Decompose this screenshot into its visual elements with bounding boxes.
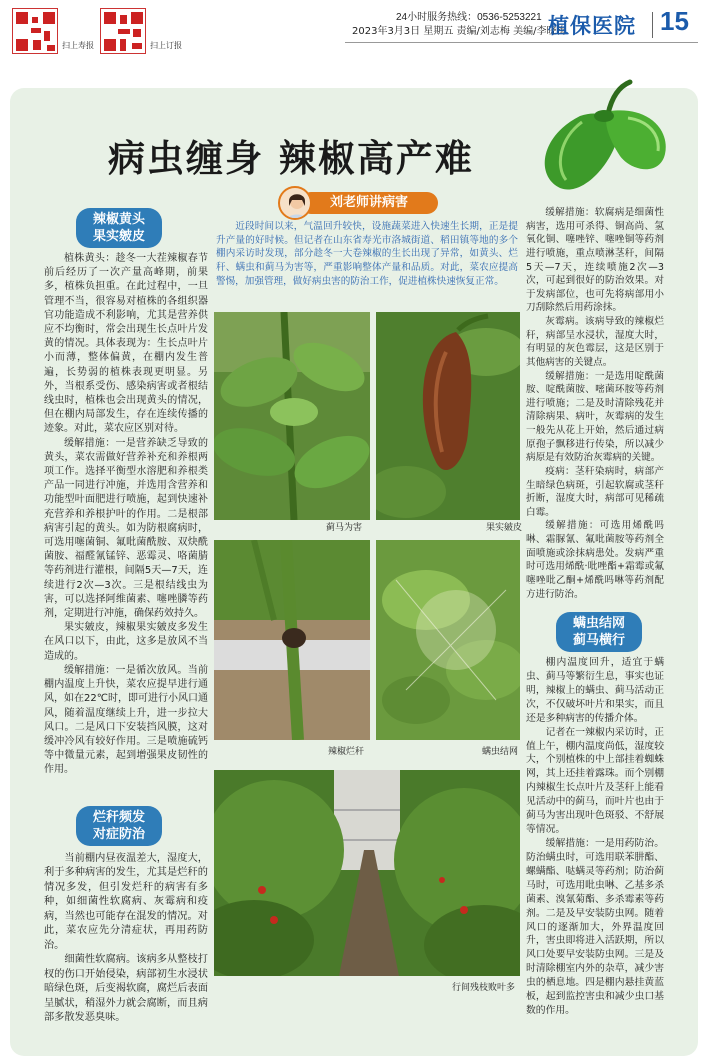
page-number: 15 xyxy=(660,6,689,36)
paragraph: 缓解措施：一是营养缺乏导致的黄头，菜农需做好营养补充和养根两项工作。选择平衡型水溶肥和养根类产品一同进行冲施，并选用含营养和功能型叶面肥进行喷施，起到快速补充营养和养根护叶的作用。二是根部病害引起的黄头。如为防根腐病时，可选用噻菌铜、氟吡菌酰胺、双炔酰菌胺、福醛氰锰锌、恶霉灵、咯菌腈等药剂进行灌根，间隔5天—7天，连续进行2次—3次。三是根结线虫为害，可以选择阿维菌素、噻唑膦等药剂，定期进行冲施，确保药效持久。 xyxy=(44,437,208,620)
section-tag-line: 果实皴皮 xyxy=(92,229,145,244)
paragraph: 缓解措施：一是循次放风。当前棚内温度上升快，菜农应提早进行通风，如在22℃时，即可进行小风口通风，随着温度继续上升，进一步拉大风口。二是风口下安装挡风膜，这对缓冲冷风有较好作用。三是喷施硫钙等中微量元素，起到增强果皮韧性的作用。 xyxy=(44,664,208,776)
section-tag-line: 螨虫结网 xyxy=(572,616,625,631)
qr-caption-right: 扫上订报 xyxy=(150,41,182,50)
photo-stem xyxy=(214,540,370,740)
hotline: 24小时服务热线：0536-5253221 xyxy=(396,12,542,23)
photo-greenhouse xyxy=(214,770,520,976)
paragraph: 植株黄头：趁冬一大茬辣椒春节前后经历了一次产量高峰期，前果多，植株负担重。在此过程中，一旦管理不当，很容易对植株的各组织器官功能造成不利影响，尤其是营养供应不均衡时，常会出现生长点叶片发黄的情况。具体表现为：生长点叶片小而薄，整体偏黄，在棚内发生普遍，长势弱的植株表现更明显。另外，当根系受伤、感染病害或者根结线虫时，植株也会出现黄头的情况，但在棚内局部发生，存在连续传播的迹象。对此，菜农应区别对待。 xyxy=(44,253,208,435)
page-header xyxy=(0,0,708,80)
paragraph: 缓解措施：软腐病是细菌性病害，选用可杀得、铜高尚、氢氧化铜、噻唑锌、噻唑铜等药剂进行喷施，重点喷淋茎秆，间隔5天—7天，连续喷施2次—3次，可起到很好的防治效果。对于发病部位，也可先将病部用小刀刮除然后用药涂抹。 xyxy=(526,207,664,314)
photo-caption: 辣椒烂秆 xyxy=(328,747,365,757)
section-tag-mites-thrips xyxy=(556,612,642,652)
pepper-illustration xyxy=(520,76,676,196)
column-right xyxy=(526,206,664,601)
paragraph: 细菌性软腐病。该病多从整枝打杈的伤口开始侵染，病部初生水浸状暗绿色斑，后变褐软腐，腐烂后表面呈腻状，稍湿外力就会腐断，而且病部多散发恶臭味。 xyxy=(44,954,208,1024)
header-divider xyxy=(345,42,698,43)
author-avatar xyxy=(278,186,312,220)
photo-caption: 螨虫结网 xyxy=(482,747,519,757)
paragraph: 疫病：茎秆染病时，病部产生暗绿色病斑，引起软腐或茎秆折断，湿度大时，病部可见稀疏白霉。 xyxy=(526,465,664,518)
qr-code-right[interactable] xyxy=(100,8,146,54)
header-separator xyxy=(652,12,653,38)
paragraph: 棚内温度回升，适宜于螨虫、蓟马等繁衍生息，事实也证明，辣椒上的螨虫、蓟马活动正次，不仅破坏叶片和果实，而且还是多种病害的传播介体。 xyxy=(526,657,664,724)
paragraph: 当前棚内昼夜温差大，湿度大，利于多种病害的发生，尤其是烂秆的情况多发，但引发烂秆的病害有多种，如细菌性软腐病、灰霉病和疫病，当然也可能存在混发的情况。对此，菜农应先分清症状，再用药防治。 xyxy=(44,853,208,951)
section-tag-line: 蓟马横行 xyxy=(572,633,625,648)
photo-mites xyxy=(376,540,520,740)
column-left-bottom xyxy=(44,852,208,1026)
photo-fruit xyxy=(376,312,520,520)
byline-label: 刘老师讲病害 xyxy=(300,192,438,214)
byline-badge xyxy=(278,186,438,220)
paragraph: 缓解措施：一是选用啶酰菌胺、啶酰菌胺、嘧菌环胺等药剂进行喷施；二是及时清除残花并清除病果、病叶，灰霉病的发生一般先从花上开始，然后通过病原孢子飘移进行传染，所以减少病原是有效防治灰霉病的关键。 xyxy=(526,370,664,464)
column-left xyxy=(44,252,208,778)
photo-thrips xyxy=(214,312,370,520)
section-tag-line: 辣椒黄头 xyxy=(92,212,145,227)
paragraph: 果实皴皮，辣椒果实皴皮多发生在风口以下，由此，这多是放风不当造成的。 xyxy=(44,622,208,662)
section-tag-stem-rot xyxy=(76,806,162,846)
headline: 病虫缠身 辣椒高产难 xyxy=(108,136,474,180)
paragraph: 缓解措施：可选用烯酰吗啉、霜脲氰、氟吡菌胺等药剂全面喷施或涂抹病患处。发病严重时可选用烯酰·吡唑酯+霜霉或氟噻唑吡乙酮+烯酰吗啉等药剂配方进行防治。 xyxy=(526,520,664,600)
section-tag-line: 对症防治 xyxy=(92,827,145,842)
column-right-bottom xyxy=(526,656,664,1018)
paragraph: 缓解措施：一是用药防治。防治螨虫时，可选用联苯肼酯、螺螨酯、哒螨灵等药剂；防治蓟马时，可选用吡虫啉、乙基多杀菌素、溴氰菊酯、多杀霉素等药剂。二是及早安装防虫网。随着风口的逐渐加大，外界温度回升，害虫即将进入活跃期，所以风口处要早安装防虫网。三是及时清除棚室内外的杂草，减少害虫的栖息地。四是棚内悬挂黄蓝板，起到监控害虫和减少虫口基数的作用。 xyxy=(526,837,664,1017)
paragraph: 灰霉病。该病导致的辣椒烂秆，病部呈水浸状，湿度大时，有明显的灰色霉层，这是区别于其他病害的关键点。 xyxy=(526,316,664,368)
section-tag-yellow-head xyxy=(76,208,162,248)
photo-caption: 蓟马为害 xyxy=(326,523,363,533)
qr-caption-left: 扫上寿报 xyxy=(62,41,94,50)
dateline: 2023年3月3日 星期五 责编/刘志梅 美编/李晓梅 xyxy=(352,26,567,37)
photo-caption: 行间残枝败叶多 xyxy=(452,983,516,993)
paragraph: 记者在一辣椒内采访时，正值上午，棚内温度尚低，湿度较大，个别植株的中上部挂着蜘蛛网，其上还挂着露珠。而个别棚内辣椒生长点叶片及茎秆上能看见活动中的蓟马，而叶片也由于蓟马为害出现叶色斑驳、不舒展等情况。 xyxy=(526,726,664,836)
section-tag-line: 烂秆频发 xyxy=(92,810,145,825)
article-intro: 近段时间以来，气温回升较快，设施蔬菜进入快速生长期，正是提升产量的好时候。但记者在山东省寿光市洛城街道、稻田镇等地的多个棚内采访时发现，部分趁冬一大卷辣椒的生长出现了异常，如黄头、烂秆、螨虫和蓟马为害等，严重影响整体产量和品质。对此，菜农应提高警惕，加强管理，做好病虫害的防治工作，促进植株快速恢复正常。 xyxy=(216,221,518,287)
photo-caption: 果实皴皮 xyxy=(486,523,523,533)
qr-code-left[interactable] xyxy=(12,8,58,54)
section-title: 植保医院 xyxy=(548,14,636,38)
